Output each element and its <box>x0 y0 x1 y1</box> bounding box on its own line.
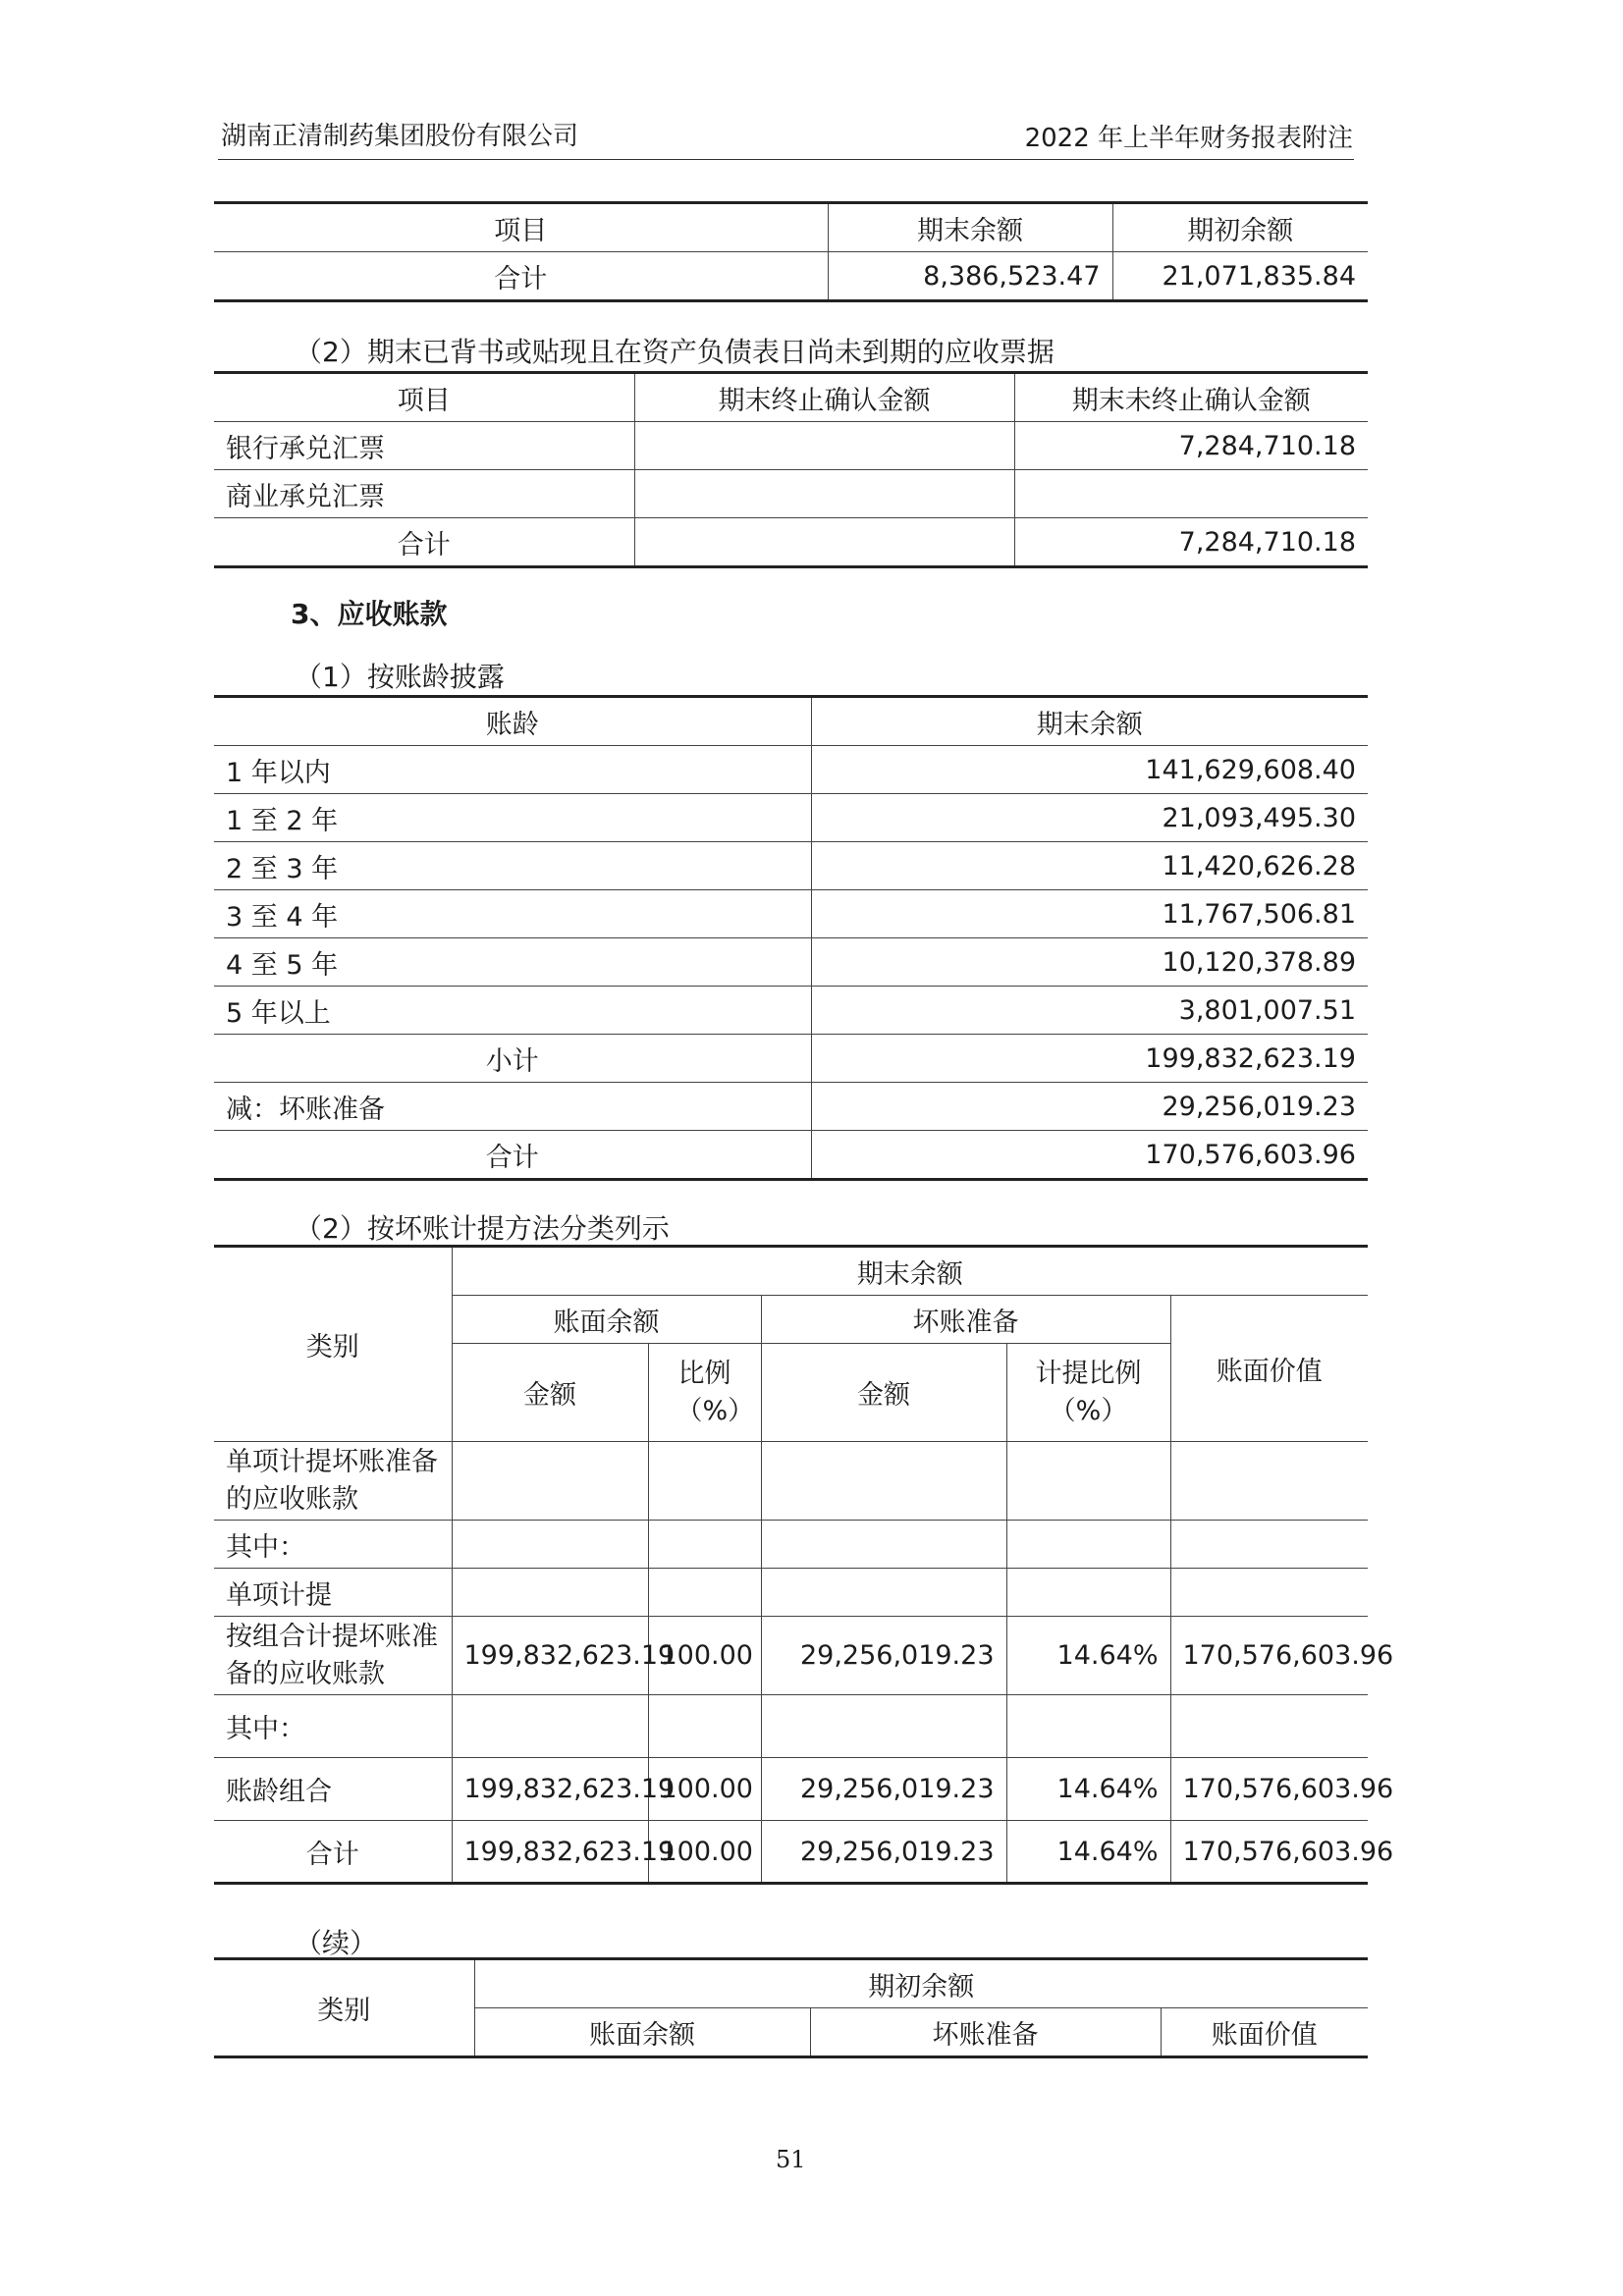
value-cell: 141,629,608.40 <box>811 746 1368 794</box>
table-header-row <box>214 373 1368 422</box>
bad-debt-header: 坏账准备 <box>761 1296 1170 1344</box>
continued-caption: （续） <box>295 1927 378 1959</box>
value-cell: 199,832,623.19 <box>811 1035 1368 1083</box>
row-label: 1 至 2 年 <box>214 794 811 842</box>
header-divider <box>218 159 1354 160</box>
table-row <box>214 1695 1368 1758</box>
row-label: 1 年以内 <box>214 746 811 794</box>
value-cell: 29,256,019.23 <box>761 1758 1006 1821</box>
value-cell: 29,256,019.23 <box>811 1083 1368 1131</box>
value-cell: 11,420,626.28 <box>811 842 1368 890</box>
row-label: 2 至 3 年 <box>214 842 811 890</box>
value-cell <box>634 422 1014 470</box>
value-cell <box>1006 1569 1170 1617</box>
period-begin-table <box>214 1957 1368 2058</box>
book-balance-header: 账面余额 <box>452 1296 761 1344</box>
period-begin-header: 期初余额 <box>474 1959 1368 2008</box>
category-header: 类别 <box>214 1247 452 1442</box>
value-cell <box>1006 1442 1170 1521</box>
row-label: 合计 <box>214 1131 811 1180</box>
endorsed-notes-table <box>214 371 1368 568</box>
table-row <box>214 1617 1368 1695</box>
table-row <box>214 252 1368 301</box>
aging-table <box>214 695 1368 1181</box>
table-header-row <box>214 1959 1368 2008</box>
value-cell <box>761 1569 1006 1617</box>
row-label: 银行承兑汇票 <box>214 422 634 470</box>
report-title: 2022 年上半年财务报表附注 <box>1024 124 1353 153</box>
bad-debt-header: 坏账准备 <box>810 2008 1161 2057</box>
header-cell: 项目 <box>214 203 828 252</box>
company-name: 湖南正清制药集团股份有限公司 <box>221 122 579 151</box>
category-header: 类别 <box>214 1959 474 2057</box>
amount-header: 金额 <box>452 1344 648 1442</box>
value-cell: 170,576,603.96 <box>1170 1617 1368 1695</box>
value-cell: 7,284,710.18 <box>1014 518 1368 567</box>
table-row <box>214 794 1368 842</box>
endorsed-notes-caption: （2）期末已背书或贴现且在资产负债表日尚未到期的应收票据 <box>295 336 1055 368</box>
value-cell: 170,576,603.96 <box>811 1131 1368 1180</box>
value-cell <box>452 1569 648 1617</box>
table-header-row <box>214 697 1368 746</box>
value-cell <box>648 1521 761 1569</box>
value-cell <box>1170 1521 1368 1569</box>
table-row <box>214 422 1368 470</box>
book-balance-header: 账面余额 <box>474 2008 810 2057</box>
table-row <box>214 1758 1368 1821</box>
table-row <box>214 1569 1368 1617</box>
value-cell: 21,093,495.30 <box>811 794 1368 842</box>
row-label: 3 至 4 年 <box>214 890 811 938</box>
value-cell <box>1006 1695 1170 1758</box>
table-row <box>214 890 1368 938</box>
table-row <box>214 470 1368 518</box>
value-cell: 14.64% <box>1006 1758 1170 1821</box>
value-cell: 199,832,623.19 <box>452 1758 648 1821</box>
value-cell: 3,801,007.51 <box>811 987 1368 1035</box>
book-value-header: 账面价值 <box>1161 2008 1368 2057</box>
value-cell: 100.00 <box>648 1821 761 1884</box>
value-cell: 10,120,378.89 <box>811 938 1368 987</box>
value-cell: 29,256,019.23 <box>761 1821 1006 1884</box>
value-cell <box>761 1521 1006 1569</box>
row-label: 合计 <box>214 252 828 301</box>
row-label: 单项计提 <box>214 1569 452 1617</box>
header-cell: 期末余额 <box>811 697 1368 746</box>
header-cell: 账龄 <box>214 697 811 746</box>
value-cell <box>634 518 1014 567</box>
value-cell: 100.00 <box>648 1617 761 1695</box>
value-cell: 29,256,019.23 <box>761 1617 1006 1695</box>
value-cell: 170,576,603.96 <box>1170 1821 1368 1884</box>
aging-caption: （1）按账龄披露 <box>295 661 505 693</box>
value-cell <box>761 1442 1006 1521</box>
value-cell: 21,071,835.84 <box>1112 252 1368 301</box>
section-heading: 3、应收账款 <box>291 598 448 630</box>
row-label: 5 年以上 <box>214 987 811 1035</box>
header-cell: 期末未终止确认金额 <box>1014 373 1368 422</box>
provision-ratio-header: 计提比例（%） <box>1006 1344 1170 1442</box>
row-label: 合计 <box>214 1821 452 1884</box>
table-row <box>214 1083 1368 1131</box>
period-end-header: 期末余额 <box>452 1247 1368 1296</box>
value-cell <box>648 1695 761 1758</box>
value-cell <box>1170 1695 1368 1758</box>
row-label: 小计 <box>214 1035 811 1083</box>
header-cell: 期末余额 <box>828 203 1112 252</box>
table-header-row <box>214 1247 1368 1296</box>
value-cell: 100.00 <box>648 1758 761 1821</box>
value-cell <box>1014 470 1368 518</box>
ratio-header: 比例（%） <box>648 1344 761 1442</box>
table-row <box>214 1442 1368 1521</box>
value-cell: 7,284,710.18 <box>1014 422 1368 470</box>
value-cell: 8,386,523.47 <box>828 252 1112 301</box>
book-value-header: 账面价值 <box>1170 1296 1368 1442</box>
classification-caption: （2）按坏账计提方法分类列示 <box>295 1212 670 1245</box>
table-row <box>214 987 1368 1035</box>
table-row <box>214 746 1368 794</box>
value-cell <box>1170 1569 1368 1617</box>
table-row <box>214 518 1368 567</box>
table-row <box>214 842 1368 890</box>
row-label: 按组合计提坏账准备的应收账款 <box>214 1617 452 1695</box>
header-cell: 期初余额 <box>1112 203 1368 252</box>
table-row <box>214 938 1368 987</box>
value-cell <box>452 1442 648 1521</box>
value-cell: 14.64% <box>1006 1821 1170 1884</box>
header-cell: 项目 <box>214 373 634 422</box>
value-cell <box>761 1695 1006 1758</box>
value-cell: 14.64% <box>1006 1617 1170 1695</box>
table-row <box>214 1821 1368 1884</box>
row-label: 合计 <box>214 518 634 567</box>
row-label: 商业承兑汇票 <box>214 470 634 518</box>
value-cell <box>648 1569 761 1617</box>
table-row <box>214 1521 1368 1569</box>
header-cell: 期末终止确认金额 <box>634 373 1014 422</box>
row-label: 账龄组合 <box>214 1758 452 1821</box>
amount-header: 金额 <box>761 1344 1006 1442</box>
table-row <box>214 1131 1368 1180</box>
bad-debt-classification-table <box>214 1245 1394 1885</box>
value-cell: 199,832,623.19 <box>452 1821 648 1884</box>
value-cell <box>452 1695 648 1758</box>
value-cell <box>1170 1442 1368 1521</box>
value-cell <box>452 1521 648 1569</box>
value-cell <box>1006 1521 1170 1569</box>
row-label: 4 至 5 年 <box>214 938 811 987</box>
table-row <box>214 1035 1368 1083</box>
notes-receivable-summary-table <box>214 201 1368 302</box>
value-cell: 11,767,506.81 <box>811 890 1368 938</box>
row-label: 减：坏账准备 <box>214 1083 811 1131</box>
row-label: 其中： <box>214 1695 452 1758</box>
value-cell: 199,832,623.19 <box>452 1617 648 1695</box>
row-label: 单项计提坏账准备的应收账款 <box>214 1442 452 1521</box>
page-number: 51 <box>776 2146 806 2173</box>
value-cell: 170,576,603.96 <box>1170 1758 1368 1821</box>
table-header-row <box>214 203 1368 252</box>
row-label: 其中： <box>214 1521 452 1569</box>
value-cell <box>648 1442 761 1521</box>
value-cell <box>634 470 1014 518</box>
